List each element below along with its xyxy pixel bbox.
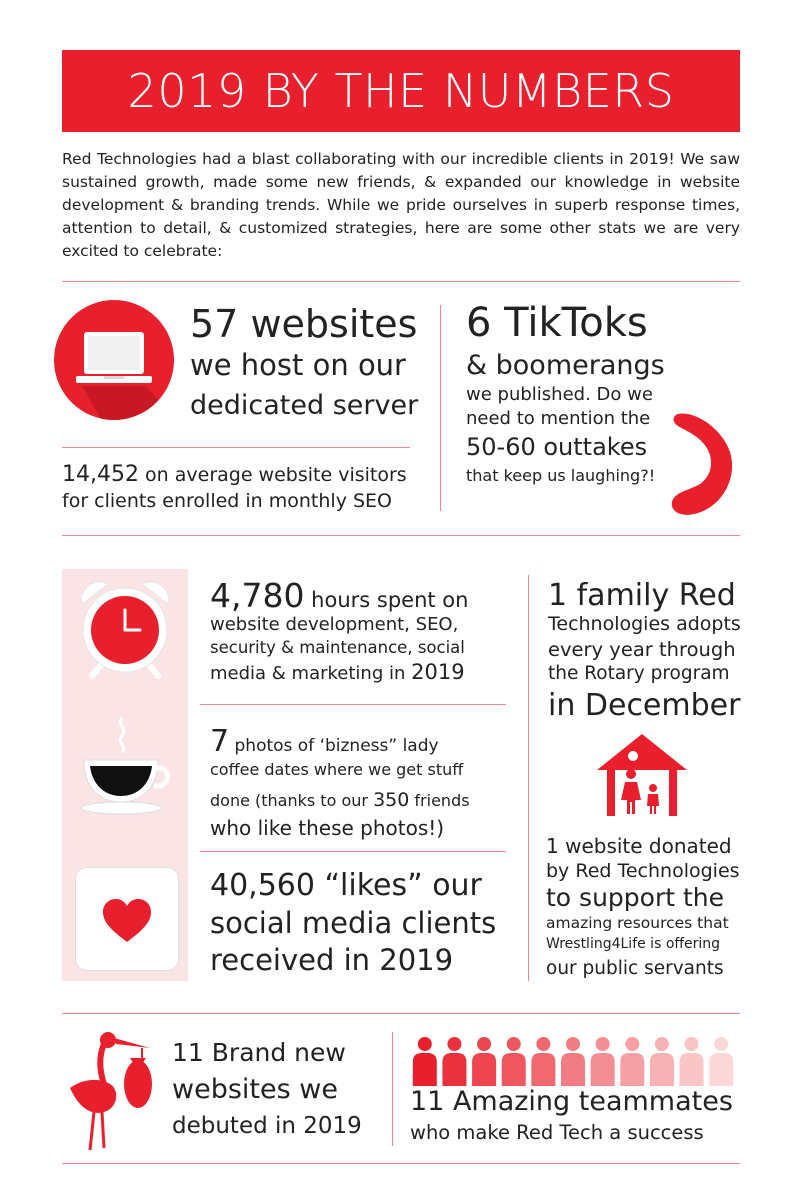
photos-line4: who like these photos!)	[210, 816, 445, 840]
person-icon	[531, 1037, 555, 1086]
donated-line4: amazing resources that	[546, 914, 729, 932]
alarm-clock-icon	[72, 574, 178, 680]
websites-line3: dedicated server	[190, 390, 419, 421]
divider	[62, 1163, 740, 1164]
intro-paragraph: Red Technologies had a blast collaborating with our incredible clients in 2019! We saw sustained growth, made some new friends, & expanded our knowledge in website development & branding trends. While we pride ourselves in superb response times, attention to detail, & customized strategies, here are some other stats we are very excited to celebrate:	[62, 150, 740, 260]
title-year: 2019	[127, 64, 247, 118]
family-line4: the Rotary program	[548, 663, 730, 684]
hours-line3: security & maintenance, social	[210, 638, 465, 657]
photos-line1: 7 photos of ‘bizness” lady	[210, 724, 439, 759]
donated-line2: by Red Technologies	[546, 860, 740, 882]
laptop-icon	[52, 298, 176, 422]
donated-line1: 1 website donated	[546, 834, 732, 858]
divider	[440, 305, 441, 511]
divider	[528, 575, 529, 981]
person-icon	[413, 1037, 437, 1086]
divider	[62, 447, 410, 448]
title-text: BY THE NUMBERS	[262, 64, 675, 118]
person-icon	[591, 1037, 615, 1086]
family-line1: 1 family Red	[548, 578, 736, 613]
visitors-line1: 14,452 on average website visitors	[62, 462, 407, 487]
person-icon	[620, 1037, 644, 1086]
person-icon	[502, 1037, 526, 1086]
coffee-cup-icon	[76, 710, 176, 820]
brand-line3: debuted in 2019	[172, 1113, 362, 1139]
donated-line5: Wrestling4Life is offering	[546, 936, 721, 952]
brand-line1: 11 Brand new	[172, 1038, 346, 1067]
team-line2: who make Red Tech a success	[410, 1121, 704, 1144]
tiktoks-line4: need to mention the	[466, 408, 651, 429]
person-icon	[650, 1037, 674, 1086]
likes-line2: social media clients	[210, 906, 497, 940]
tiktoks-line5: 50-60 outtakes	[466, 433, 648, 461]
stork-icon	[64, 1028, 156, 1152]
divider	[200, 851, 506, 852]
page-title	[62, 50, 740, 132]
family-house-icon	[597, 734, 687, 816]
tiktoks-line6: that keep us laughing?!	[466, 466, 656, 485]
divider	[62, 535, 740, 536]
hours-line1: 4,780 hours spent on	[210, 576, 469, 615]
hours-line4: media & marketing in 2019	[210, 660, 465, 684]
tiktoks-headline: 6 TikToks	[466, 300, 648, 346]
divider	[62, 281, 740, 282]
photos-line3: done (thanks to our 350 friends	[210, 789, 470, 811]
person-icon	[472, 1037, 496, 1086]
donated-line3: to support the	[546, 883, 725, 912]
title-banner	[62, 50, 740, 132]
family-line5: in December	[548, 688, 741, 723]
websites-headline: 57 websites	[190, 302, 418, 346]
brand-line2: websites we	[172, 1074, 338, 1105]
donated-line6: our public servants	[546, 958, 724, 979]
hours-line2: website development, SEO,	[210, 614, 459, 635]
divider	[200, 704, 506, 705]
tiktoks-line3: we published. Do we	[466, 384, 653, 405]
websites-line2: we host on our	[190, 348, 406, 382]
person-icon	[709, 1037, 733, 1086]
team-line1: 11 Amazing teammates	[410, 1086, 733, 1117]
photos-line2: coffee dates where we get stuff	[210, 760, 464, 779]
heart-icon	[101, 898, 153, 944]
person-icon	[680, 1037, 704, 1086]
heart-card	[75, 867, 179, 971]
divider	[62, 1013, 740, 1014]
team-people-row	[410, 1036, 736, 1086]
person-icon	[442, 1037, 466, 1086]
people-icon	[410, 1036, 736, 1086]
boomerang-icon	[664, 404, 740, 520]
likes-line3: received in 2019	[210, 943, 454, 977]
tiktoks-line2: & boomerangs	[466, 350, 665, 381]
divider	[392, 1032, 393, 1146]
person-icon	[561, 1037, 585, 1086]
family-line3: every year through	[548, 638, 736, 661]
visitors-line2: for clients enrolled in monthly SEO	[62, 490, 392, 512]
family-line2: Technologies adopts	[548, 613, 741, 635]
likes-line1: 40,560 “likes” our	[210, 868, 482, 903]
